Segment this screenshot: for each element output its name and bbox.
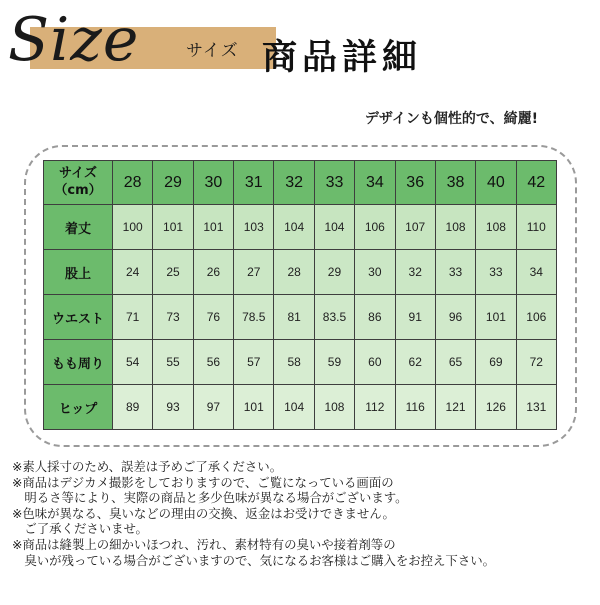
row-header-thigh: もも周り (44, 340, 113, 385)
size-col-header: 42 (516, 161, 556, 205)
table-cell: 54 (113, 340, 153, 385)
size-col-header: 36 (395, 161, 435, 205)
table-cell: 101 (193, 205, 233, 250)
table-cell: 100 (113, 205, 153, 250)
note-line: ※商品はデジカメ撮影をしておりますので、ご覧になっている画面の (12, 474, 394, 490)
size-col-header: 38 (435, 161, 475, 205)
table-cell: 33 (476, 250, 516, 295)
page-title: 商品詳細 (262, 37, 423, 78)
corner-header-line2: （cm） (54, 182, 102, 198)
table-cell: 108 (476, 205, 516, 250)
size-col-header: 40 (476, 161, 516, 205)
table-cell: 55 (153, 340, 193, 385)
table-cell: 86 (355, 295, 395, 340)
table-row-hip (44, 385, 557, 430)
table-cell: 76 (193, 295, 233, 340)
table-cell: 89 (113, 385, 153, 430)
table-cell: 121 (435, 385, 475, 430)
size-col-header: 30 (193, 161, 233, 205)
size-col-header: 29 (153, 161, 193, 205)
table-cell: 107 (395, 205, 435, 250)
table-cell: 106 (355, 205, 395, 250)
table-cell: 62 (395, 340, 435, 385)
row-header-rise: 股上 (44, 250, 113, 295)
table-cell: 108 (314, 385, 354, 430)
note-line: 明るさ等により、実際の商品と多少色味が異なる場合がございます。 (12, 490, 408, 506)
table-cell: 93 (153, 385, 193, 430)
tagline: デザインも個性的で、綺麗! (364, 111, 538, 127)
table-cell: 26 (193, 250, 233, 295)
table-cell: 104 (274, 205, 314, 250)
table-cell: 72 (516, 340, 556, 385)
table-cell: 104 (314, 205, 354, 250)
size-kana-label: サイズ (186, 41, 239, 61)
table-cell: 112 (355, 385, 395, 430)
table-row-thigh (44, 340, 557, 385)
table-cell: 83.5 (314, 295, 354, 340)
table-cell: 25 (153, 250, 193, 295)
table-cell: 101 (234, 385, 274, 430)
size-col-header: 28 (113, 161, 153, 205)
table-cell: 59 (314, 340, 354, 385)
table-cell: 28 (274, 250, 314, 295)
table-cell: 97 (193, 385, 233, 430)
table-header-row (44, 161, 557, 205)
table-cell: 60 (355, 340, 395, 385)
table-cell: 131 (516, 385, 556, 430)
table-cell: 32 (395, 250, 435, 295)
corner-header-cell (44, 161, 113, 205)
table-cell: 57 (234, 340, 274, 385)
table-cell: 56 (193, 340, 233, 385)
note-line: 臭いが残っている場合がございますので、気になるお客様はご購入をお控え下さい。 (12, 552, 495, 568)
table-row-rise (44, 250, 557, 295)
table-row-length (44, 205, 557, 250)
table-cell: 110 (516, 205, 556, 250)
note-line: ※商品は縫製上の細かいほつれ、汚れ、素材特有の臭いや接着剤等の (12, 536, 396, 552)
table-cell: 71 (113, 295, 153, 340)
table-cell: 126 (476, 385, 516, 430)
row-header-hip: ヒップ (44, 385, 113, 430)
row-header-length: 着丈 (44, 205, 113, 250)
table-cell: 24 (113, 250, 153, 295)
size-col-header: 34 (355, 161, 395, 205)
row-header-waist: ウエスト (44, 295, 113, 340)
table-cell: 73 (153, 295, 193, 340)
note-line: ご了承くださいませ。 (12, 521, 148, 537)
table-cell: 78.5 (234, 295, 274, 340)
table-cell: 81 (274, 295, 314, 340)
note-line: ※素人採寸のため、誤差は予めご了承ください。 (12, 459, 283, 474)
table-cell: 103 (234, 205, 274, 250)
table-row-waist (44, 295, 557, 340)
table-cell: 58 (274, 340, 314, 385)
notes-block (12, 459, 597, 568)
table-cell: 30 (355, 250, 395, 295)
table-cell: 34 (516, 250, 556, 295)
size-table (43, 160, 557, 430)
table-cell: 91 (395, 295, 435, 340)
note-line: ※色味が異なる、臭いなどの理由の交換、返金はお受けできません。 (12, 505, 395, 521)
table-cell: 69 (476, 340, 516, 385)
table-cell: 116 (395, 385, 435, 430)
size-heading: Size (8, 5, 140, 75)
table-cell: 65 (435, 340, 475, 385)
size-col-header: 31 (234, 161, 274, 205)
size-col-header: 32 (274, 161, 314, 205)
table-cell: 104 (274, 385, 314, 430)
table-cell: 29 (314, 250, 354, 295)
table-cell: 27 (234, 250, 274, 295)
table-cell: 106 (516, 295, 556, 340)
table-cell: 108 (435, 205, 475, 250)
table-cell: 101 (476, 295, 516, 340)
table-cell: 96 (435, 295, 475, 340)
corner-header-line1: サイズ (59, 166, 97, 182)
size-col-header: 33 (314, 161, 354, 205)
table-cell: 33 (435, 250, 475, 295)
table-cell: 101 (153, 205, 193, 250)
